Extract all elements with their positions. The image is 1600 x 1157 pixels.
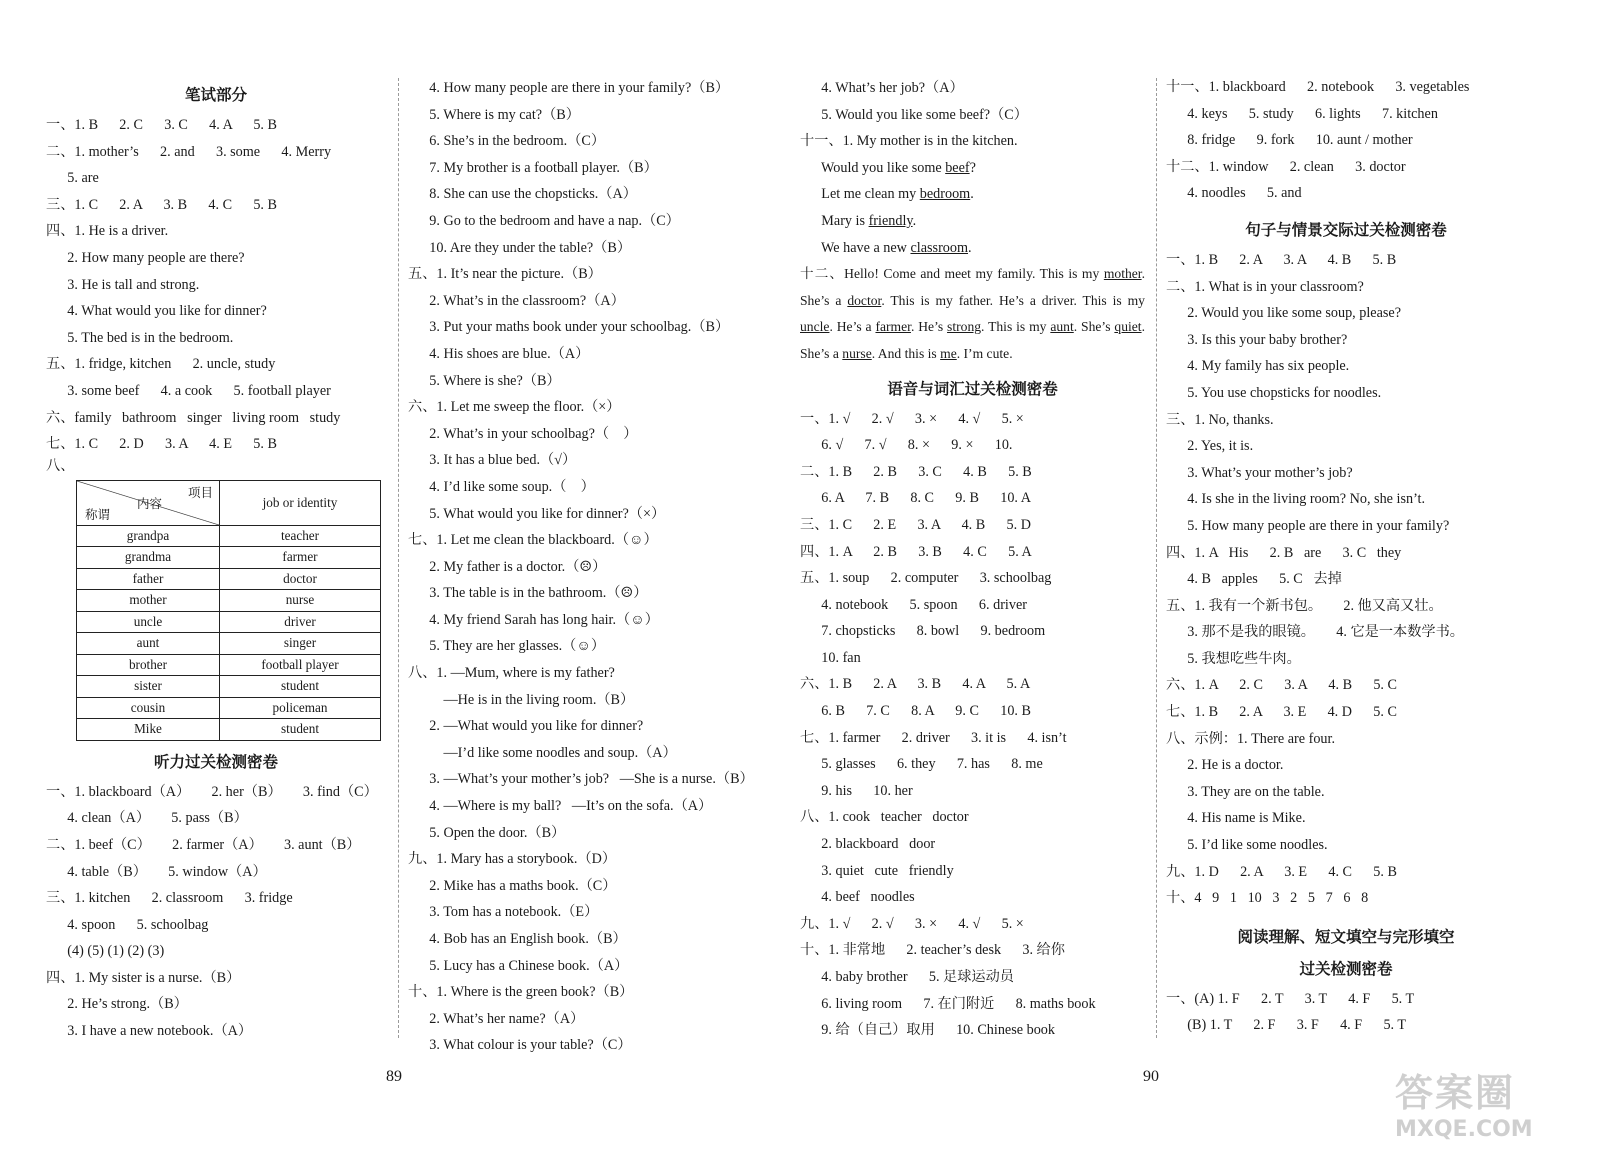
answer-line: 3. They are on the table. — [1166, 783, 1325, 800]
answer-line: 一、1. √ 2. √ 3. × 4. √ 5. × — [800, 410, 1024, 427]
answer-line: 5. Lucy has a Chinese book.（A） — [408, 957, 629, 974]
answer-line: 4. My friend Sarah has long hair.（☺） — [408, 611, 659, 628]
answer-line: 4. beef noodles — [800, 889, 915, 906]
answer-line: 2. How many people are there? — [46, 249, 245, 266]
answer-line: 5. Open the door.（B） — [408, 824, 566, 841]
answer-line: 七、1. C 2. D 3. A 4. E 5. B — [46, 436, 277, 453]
answer-line: 4. —Where is my ball? —It’s on the sofa.（A） — [408, 798, 713, 815]
table-row: grandpa teacher — [77, 525, 381, 547]
answer-line: —He is in the living room.（B） — [408, 691, 635, 708]
answer-line: 二、1. B 2. B 3. C 4. B 5. B — [800, 463, 1032, 480]
answer-line: 3. I have a new notebook.（A） — [46, 1023, 253, 1040]
answer-line: 八、 — [46, 457, 75, 474]
answer-line: 九、1. Mary has a storybook.（D） — [408, 851, 617, 868]
answer-line: 七、1. B 2. A 3. E 4. D 5. C — [1166, 704, 1397, 721]
answer-line: 4. notebook 5. spoon 6. driver — [800, 596, 1027, 613]
answer-line: 4. baby brother 5. 足球运动员 — [800, 969, 1014, 985]
answer-line: 3. It has a blue bed.（√） — [408, 452, 577, 469]
answer-line: 十、1. 非常地 2. teacher’s desk 3. 给你 — [800, 942, 1065, 959]
answer-line: 5. glasses 6. they 7. has 8. me — [800, 756, 1043, 773]
table-diagonal-header: 项目 内容 称谓 — [77, 480, 220, 525]
answer-line: 一、(A) 1. F 2. T 3. T 4. F 5. T — [1166, 990, 1415, 1007]
answer-line: 5. You use chopsticks for noodles. — [1166, 384, 1382, 401]
answer-line: 4. keys 5. study 6. lights 7. kitchen — [1166, 105, 1438, 122]
column-divider — [398, 78, 399, 1038]
answer-line: 6. She’s in the bedroom.（C） — [408, 133, 606, 150]
answer-line: 4. table（B） 5. window（A） — [46, 863, 267, 880]
answer-line: We have a new classroom. — [800, 239, 972, 256]
section-title-listening: 听力过关检测密卷 — [153, 753, 278, 771]
answer-line: 4. My family has six people. — [1166, 358, 1350, 375]
answer-line: 3. quiet cute friendly — [800, 862, 954, 879]
answer-line: Mary is friendly. — [800, 212, 917, 229]
answer-line: 七、1. farmer 2. driver 3. it is 4. isn’t — [800, 729, 1067, 746]
answer-line: 5. They are her glasses.（☺） — [408, 638, 606, 655]
answer-line: Would you like some beef? — [800, 159, 976, 176]
answer-line: 3. Is this your baby brother? — [1166, 331, 1348, 348]
answer-line: 5. I’d like some noodles. — [1166, 837, 1328, 854]
answer-line: 三、1. No, thanks. — [1166, 411, 1274, 428]
answer-line: 2. What’s in your schoolbag?（ ） — [408, 425, 638, 442]
family-paragraph: 十二、Hello! Come and meet my family. This is my mother. She’s a doctor. This is my father. He’s a driver. This is my uncle. He’s a farmer. He’s strong. This is my aunt. She’s quiet. She’s a nurse. And this is me. I’m cute. — [800, 266, 1145, 361]
answer-line: 3. The table is in the bathroom.（☹） — [408, 585, 648, 602]
answer-line: 六、1. Let me sweep the floor.（×） — [408, 399, 621, 416]
answer-line: 2. blackboard door — [800, 836, 936, 853]
page-number-right: 90 — [1143, 1068, 1159, 1085]
answer-line: 4. I’d like some soup.（ ） — [408, 478, 595, 495]
answer-line: 十一、1. blackboard 2. notebook 3. vegetables — [1166, 79, 1470, 95]
answer-line: 5. Would you like some beef?（C） — [800, 106, 1028, 123]
table-row: cousin policeman — [77, 697, 381, 719]
answer-line: Let me clean my bedroom. — [800, 186, 974, 203]
answer-line: 2. He is a doctor. — [1166, 757, 1284, 774]
answer-line: 六、1. A 2. C 3. A 4. B 5. C — [1166, 677, 1397, 694]
answer-line: 2. Yes, it is. — [1166, 438, 1254, 455]
answer-line: 五、1. soup 2. computer 3. schoolbag — [800, 570, 1052, 587]
table-row: aunt singer — [77, 633, 381, 655]
answer-line: 6. living room 7. 在门附近 8. maths book — [800, 995, 1096, 1012]
watermark-logo: 答案圈 MXQE.COM — [1395, 1071, 1533, 1142]
answer-line: 3. What’s your mother’s job? — [1166, 464, 1353, 481]
answer-line: 4. His shoes are blue.（A） — [408, 345, 590, 362]
answer-line: 7. My brother is a football player.（B） — [408, 159, 658, 176]
answer-line: 4. What’s her job?（A） — [800, 80, 964, 96]
column-1 — [46, 80, 386, 1045]
answer-line: 七、1. Let me clean the blackboard.（☺） — [408, 532, 658, 549]
answer-line: 9. Go to the bedroom and have a nap.（C） — [408, 212, 680, 229]
answer-line: 十、4 9 1 10 3 2 5 7 6 8 — [1166, 890, 1369, 907]
table-row: grandma farmer — [77, 547, 381, 569]
column-2 — [408, 75, 788, 1059]
answer-line: 五、1. It’s near the picture.（B） — [408, 266, 602, 283]
section-title-written: 笔试部分 — [184, 87, 247, 104]
answer-line: 2. Would you like some soup, please? — [1166, 305, 1402, 322]
answer-line: 4. spoon 5. schoolbag — [46, 916, 209, 933]
answer-line: 三、1. kitchen 2. classroom 3. fridge — [46, 890, 293, 907]
answer-line: 十一、1. My mother is in the kitchen. — [800, 133, 1018, 150]
answer-line: 八、示例：1. There are four. — [1166, 730, 1336, 747]
table-row: mother nurse — [77, 590, 381, 612]
answer-line: 4. noodles 5. and — [1166, 185, 1302, 202]
answer-line: 3. —What’s your mother’s job? —She is a nurse.（B） — [408, 771, 754, 788]
listening-answers — [46, 779, 386, 1045]
answer-line: 三、1. C 2. A 3. B 4. C 5. B — [46, 196, 277, 213]
answer-line: 2. My father is a doctor.（☹） — [408, 558, 607, 575]
answer-line: 六、1. B 2. A 3. B 4. A 5. A — [800, 676, 1031, 693]
table-row: father doctor — [77, 568, 381, 590]
answer-line: 9. his 10. her — [800, 782, 913, 799]
answer-line: 4. Is she in the living room? No, she isn’t. — [1166, 491, 1426, 508]
answer-line: 5. are — [46, 170, 99, 187]
answer-line: 3. some beef 4. a cook 5. football player — [46, 382, 331, 399]
page-number-left: 89 — [386, 1068, 402, 1085]
answer-line: 5. Where is she?（B） — [408, 372, 561, 389]
answer-line: —I’d like some noodles and soup.（A） — [408, 744, 677, 761]
answer-line: 4. His name is Mike. — [1166, 810, 1306, 827]
answer-line: 二、1. beef（C） 2. farmer（A） 3. aunt（B） — [46, 836, 361, 853]
answer-line: 10. fan — [800, 649, 861, 666]
answer-line: 三、1. C 2. E 3. A 4. B 5. D — [800, 516, 1031, 533]
answer-line: 十、1. Where is the green book?（B） — [408, 984, 634, 1001]
answer-line: 5. What would you like for dinner?（×） — [408, 505, 666, 522]
column-divider — [1156, 78, 1157, 1038]
answer-line: 5. The bed is in the bedroom. — [46, 329, 234, 346]
answer-line: 二、1. What is in your classroom? — [1166, 278, 1364, 295]
answer-line: 2. What’s in the classroom?（A） — [408, 292, 625, 309]
answer-line: 6. A 7. B 8. C 9. B 10. A — [800, 490, 1031, 507]
answer-line: 6. B 7. C 8. A 9. C 10. B — [800, 703, 1031, 720]
answer-line: 六、family bathroom singer living room study — [46, 409, 341, 426]
answer-line: 4. How many people are there in your family?（B） — [408, 80, 730, 96]
answer-line: 10. Are they under the table?（B） — [408, 239, 632, 256]
written-answers — [46, 112, 386, 474]
answer-line: 八、1. cook teacher doctor — [800, 809, 969, 826]
section-title-reading-sub: 过关检测密卷 — [1299, 960, 1393, 978]
family-job-table — [76, 480, 381, 741]
answer-line: 5. 我想吃些牛肉。 — [1166, 650, 1301, 667]
table-row: brother football player — [77, 654, 381, 676]
answer-line: 四、1. A 2. B 3. B 4. C 5. A — [800, 543, 1032, 560]
answer-line: (B) 1. T 2. F 3. F 4. F 5. T — [1166, 1017, 1407, 1034]
answer-line: 2. He’s strong.（B） — [46, 996, 188, 1013]
answer-line: 二、1. mother’s 2. and 3. some 4. Merry — [46, 143, 332, 160]
answer-line: 3. 那不是我的眼镜。 4. 它是一本数学书。 — [1166, 624, 1464, 641]
answer-line: 一、1. B 2. A 3. A 4. B 5. B — [1166, 251, 1397, 268]
section-title-sentences: 句子与情景交际过关检测密卷 — [1245, 221, 1447, 239]
answer-line: 八、1. —Mum, where is my father? — [408, 665, 615, 682]
answer-line: 2. Mike has a maths book.（C） — [408, 877, 617, 894]
answer-line: 2. —What would you like for dinner? — [408, 718, 644, 735]
column-3 — [800, 75, 1145, 1044]
answer-line: 3. Put your maths book under your schoolbag.（B） — [408, 319, 730, 336]
table-row: sister student — [77, 676, 381, 698]
answer-line: 5. Where is my cat?（B） — [408, 106, 580, 123]
answer-line: 2. What’s her name?（A） — [408, 1010, 585, 1027]
answer-line: 一、1. blackboard（A） 2. her（B） 3. find（C） — [46, 783, 378, 800]
answer-line: 3. Tom has a notebook.（E） — [408, 904, 599, 921]
answer-line: (4) (5) (1) (2) (3) — [46, 943, 165, 960]
section-title-reading: 阅读理解、短文填空与完形填空 — [1237, 928, 1455, 946]
answer-line: 四、1. He is a driver. — [46, 223, 169, 240]
column-4 — [1166, 74, 1526, 1039]
answer-line: 3. What colour is your table?（C） — [408, 1037, 632, 1054]
answer-line: 8. fridge 9. fork 10. aunt / mother — [1166, 132, 1413, 149]
table-row: Mike student — [77, 719, 381, 741]
answer-line: 4. clean（A） 5. pass（B） — [46, 810, 248, 827]
answer-line: 四、1. My sister is a nurse.（B） — [46, 969, 241, 986]
answer-line: 四、1. A His 2. B are 3. C they — [1166, 544, 1402, 561]
answer-line: 4. Bob has an English book.（B） — [408, 931, 627, 947]
answer-line: 3. He is tall and strong. — [46, 276, 200, 293]
answer-line: 九、1. √ 2. √ 3. × 4. √ 5. × — [800, 915, 1024, 932]
answer-line: 5. How many people are there in your family? — [1166, 517, 1450, 534]
answer-line: 五、1. 我有一个新书包。 2. 他又高又壮。 — [1166, 597, 1443, 614]
answer-line: 一、1. B 2. C 3. C 4. A 5. B — [46, 117, 277, 133]
answer-line: 十二、1. window 2. clean 3. doctor — [1166, 158, 1406, 175]
answer-line: 九、1. D 2. A 3. E 4. C 5. B — [1166, 863, 1397, 880]
section-title-vocab: 语音与词汇过关检测密卷 — [887, 380, 1058, 398]
table-header-job: job or identity — [220, 480, 381, 525]
answer-line: 6. √ 7. √ 8. × 9. × 10. — [800, 437, 1013, 454]
answer-line: 4. What would you like for dinner? — [46, 303, 267, 320]
answer-line: 五、1. fridge, kitchen 2. uncle, study — [46, 356, 276, 373]
answer-line: 9. 给（自己）取用 10. Chinese book — [800, 1022, 1055, 1039]
table-row: uncle driver — [77, 611, 381, 633]
answer-line: 4. B apples 5. C 去掉 — [1166, 571, 1342, 588]
answer-line: 8. She can use the chopsticks.（A） — [408, 186, 637, 203]
answer-line: 7. chopsticks 8. bowl 9. bedroom — [800, 623, 1046, 640]
